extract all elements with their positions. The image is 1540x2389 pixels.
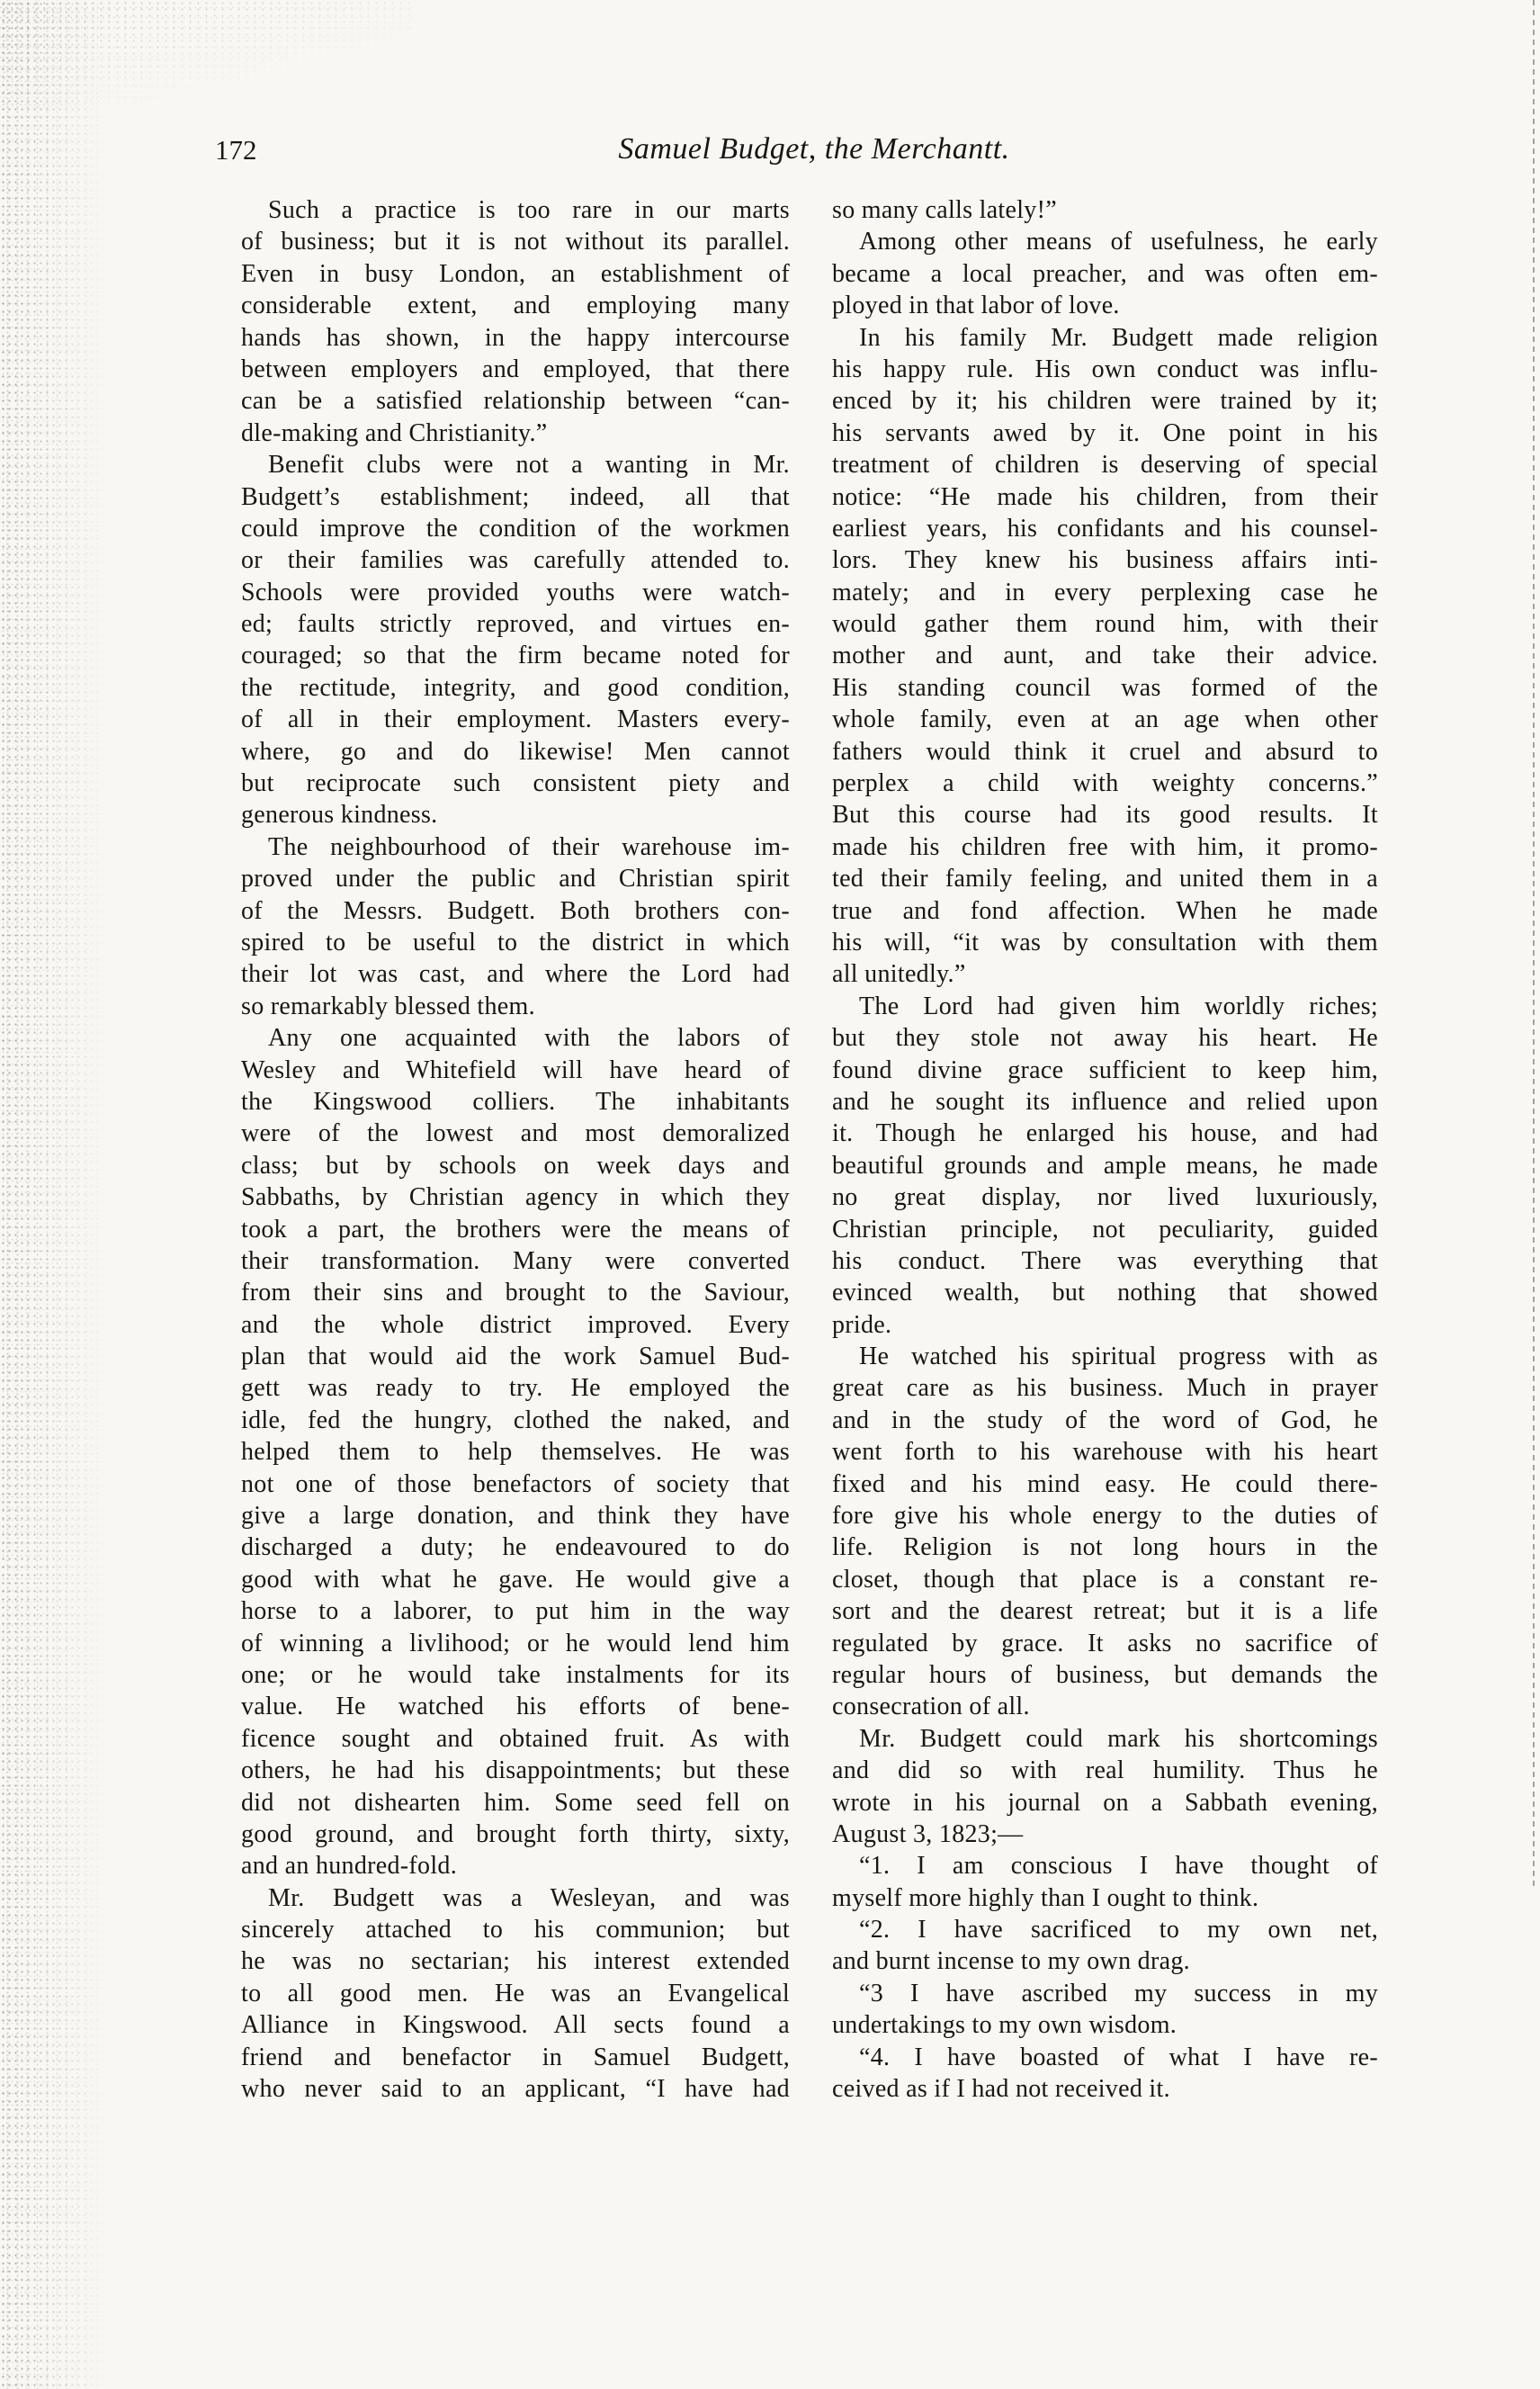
text-line: sort and the dearest retreat; but it is a life: [832, 1597, 1378, 1626]
text-line: lors. They knew his business affairs inti-: [832, 546, 1378, 575]
paragraph: [832, 991, 1378, 1341]
text-line: mother and aunt, and take their advice.: [832, 642, 1378, 670]
paragraph: [241, 1022, 790, 1882]
text-line: undertakings to my own wisdom.: [832, 2011, 1177, 2040]
text-line: Such a practice is too rare in our marts: [268, 196, 790, 224]
text-line: ted their family feeling, and united them in a: [832, 865, 1378, 894]
text-line: and in the study of the word of God, he: [832, 1406, 1378, 1434]
text-line: The Lord had given him worldly riches;: [859, 992, 1378, 1020]
paragraph: [241, 449, 790, 831]
paragraph: [832, 1978, 1378, 2042]
text-line: notice: “He made his children, from their: [832, 482, 1378, 511]
text-line: regular hours of business, but demands the: [832, 1660, 1378, 1689]
paragraph: [832, 1341, 1378, 1723]
text-line: one; or he would take instalments for its: [241, 1660, 790, 1689]
text-line: “1. I am conscious I have thought of: [859, 1852, 1378, 1881]
paragraph: [832, 226, 1378, 321]
paragraph: [241, 194, 790, 449]
text-line: gett was ready to try. He employed the: [241, 1374, 790, 1403]
text-line: and the whole district improved. Every: [241, 1310, 790, 1339]
text-line: all unitedly.”: [832, 960, 966, 989]
paragraph: [832, 1914, 1378, 1978]
text-line: went forth to his warehouse with his heart: [832, 1438, 1378, 1467]
text-line: But this course had its good results. It: [832, 801, 1378, 830]
text-line: Sabbaths, by Christian agency in which they: [241, 1183, 790, 1212]
text-line: ficence sought and obtained fruit. As with: [241, 1724, 790, 1753]
text-line: great care as his business. Much in prayer: [832, 1374, 1378, 1403]
text-line: spired to be useful to the district in which: [241, 928, 790, 956]
text-line: Budgett’s establishment; indeed, all that: [241, 482, 790, 511]
text-line: took a part, the brothers were the means of: [241, 1215, 790, 1244]
text-line: enced by it; his children were trained by it;: [832, 387, 1378, 416]
text-line: could improve the condition of the workmen: [241, 514, 790, 543]
scan-edge-noise: [0, 0, 108, 2389]
text-line: he was no sectarian; his interest extended: [241, 1947, 790, 1976]
paragraph: [241, 831, 790, 1022]
text-line: wrote in his journal on a Sabbath evening,: [832, 1788, 1378, 1817]
text-line: life. Religion is not long hours in the: [832, 1533, 1378, 1562]
text-line: who never said to an applicant, “I have had: [241, 2075, 790, 2104]
text-line: Mr. Budgett was a Wesleyan, and was: [268, 1883, 790, 1912]
text-line: his will, “it was by consultation with them: [832, 928, 1378, 956]
text-line: fore give his whole energy to the duties of: [832, 1502, 1378, 1531]
text-line: ployed in that labor of love.: [832, 292, 1120, 320]
paragraph: [241, 1882, 790, 2106]
text-line: myself more highly than I ought to think.: [832, 1883, 1259, 1912]
text-line: “2. I have sacrificed to my own net,: [859, 1916, 1378, 1944]
text-line: and an hundred-fold.: [241, 1852, 458, 1881]
text-line: dle-making and Christianity.”: [241, 418, 548, 447]
text-line: whole family, even at an age when other: [832, 705, 1378, 734]
text-line: considerable extent, and employing many: [241, 292, 790, 320]
text-line: friend and benefactor in Samuel Budgett,: [241, 2043, 790, 2071]
text-line: his conduct. There was everything that: [832, 1246, 1378, 1275]
text-line: “4. I have boasted of what I have re-: [859, 2043, 1378, 2071]
text-line: perplex a child with weighty concerns.”: [832, 769, 1378, 798]
text-line: can be a satisfied relationship between “can-: [241, 387, 790, 416]
text-line: He watched his spiritual progress with as: [859, 1343, 1378, 1371]
text-line: found divine grace sufficient to keep him,: [832, 1055, 1378, 1084]
text-line: regulated by grace. It asks no sacrifice of: [832, 1629, 1378, 1657]
text-line: and did so with real humility. Thus he: [832, 1756, 1378, 1785]
text-line: of business; but it is not without its parallel.: [241, 228, 790, 256]
text-line: proved under the public and Christian spirit: [241, 865, 790, 894]
paragraph: [832, 2042, 1378, 2106]
text-line: Benefit clubs were not a wanting in Mr.: [268, 451, 790, 480]
text-line: value. He watched his efforts of bene-: [241, 1693, 790, 1721]
text-line: and burnt incense to my own drag.: [832, 1947, 1190, 1976]
text-line: generous kindness.: [241, 801, 438, 830]
text-line: were of the lowest and most demoralized: [241, 1119, 790, 1148]
text-line: but they stole not away his heart. He: [832, 1024, 1378, 1053]
text-line: Any one acquainted with the labors of: [268, 1024, 790, 1053]
text-line: good ground, and brought forth thirty, sixty,: [241, 1819, 790, 1848]
scan-edge-line: [1533, 0, 1535, 1890]
text-line: fixed and his mind easy. He could there-: [832, 1469, 1378, 1498]
text-line: sincerely attached to his communion; but: [241, 1916, 790, 1944]
text-line: August 3, 1823;—: [832, 1819, 1024, 1848]
text-line: plan that would aid the work Samuel Bud-: [241, 1343, 790, 1371]
text-line: closet, though that place is a constant re-: [832, 1565, 1378, 1594]
text-line: became a local preacher, and was often em-: [832, 259, 1378, 288]
text-line: give a large donation, and think they have: [241, 1502, 790, 1531]
running-head: Samuel Budget, the Merchantt.: [618, 132, 1010, 166]
text-line: and he sought its influence and relied upon: [832, 1087, 1378, 1116]
text-line: to all good men. He was an Evangelical: [241, 1979, 790, 2007]
text-line: earliest years, his confidants and his counsel-: [832, 514, 1378, 543]
text-line: of winning a livlihood; or he would lend him: [241, 1629, 790, 1657]
text-line: ed; faults strictly reproved, and virtues en-: [241, 610, 790, 639]
page-number: 172: [215, 134, 257, 166]
text-line: from their sins and brought to the Saviour,: [241, 1279, 790, 1307]
text-line: couraged; so that the firm became noted for: [241, 642, 790, 670]
text-line: their lot was cast, and where the Lord had: [241, 960, 790, 989]
text-line: Schools were provided youths were watch-: [241, 578, 790, 606]
text-line: his servants awed by it. One point in his: [832, 418, 1378, 447]
text-line: In his family Mr. Budgett made religion: [859, 323, 1378, 352]
text-line: so many calls lately!”: [832, 196, 1057, 224]
text-line: true and fond affection. When he made: [832, 896, 1378, 925]
text-line: His standing council was formed of the: [832, 673, 1378, 702]
text-line: horse to a laborer, to put him in the way: [241, 1597, 790, 1626]
text-line: did not dishearten him. Some seed fell on: [241, 1788, 790, 1817]
text-line: his happy rule. His own conduct was influ-: [832, 355, 1378, 383]
text-line: not one of those benefactors of society that: [241, 1469, 790, 1498]
text-line: evinced wealth, but nothing that showed: [832, 1279, 1378, 1307]
text-line: the rectitude, integrity, and good condition,: [241, 673, 790, 702]
text-line: hands has shown, in the happy intercourse: [241, 323, 790, 352]
text-line: or their families was carefully attended to.: [241, 546, 790, 575]
text-line: Among other means of usefulness, he early: [859, 228, 1378, 256]
text-line: “3 I have ascribed my success in my: [859, 1979, 1378, 2007]
text-line: but reciprocate such consistent piety and: [241, 769, 790, 798]
paragraph: [832, 1723, 1378, 1851]
text-line: treatment of children is deserving of special: [832, 451, 1378, 480]
text-line: of all in their employment. Masters every-: [241, 705, 790, 734]
text-line: helped them to help themselves. He was: [241, 1438, 790, 1467]
text-line: beautiful grounds and ample means, he made: [832, 1151, 1378, 1180]
text-line: Even in busy London, an establishment of: [241, 259, 790, 288]
text-line: others, he had his disappointments; but these: [241, 1756, 790, 1785]
text-line: the Kingswood colliers. The inhabitants: [241, 1087, 790, 1116]
scan-corner-noise: [0, 0, 414, 108]
right-column: [832, 194, 1378, 2105]
text-line: The neighbourhood of their warehouse im-: [268, 832, 790, 861]
text-line: Mr. Budgett could mark his shortcomings: [859, 1724, 1378, 1753]
text-line: no great display, nor lived luxuriously,: [832, 1183, 1378, 1212]
text-line: fathers would think it cruel and absurd to: [832, 737, 1378, 766]
text-line: their transformation. Many were converted: [241, 1246, 790, 1275]
text-line: idle, fed the hungry, clothed the naked, and: [241, 1406, 790, 1434]
text-line: made his children free with him, it promo-: [832, 832, 1378, 861]
text-line: of the Messrs. Budgett. Both brothers con-: [241, 896, 790, 925]
paragraph: [832, 322, 1378, 991]
text-line: good with what he gave. He would give a: [241, 1565, 790, 1594]
text-line: so remarkably blessed them.: [241, 992, 535, 1020]
text-line: Christian principle, not peculiarity, guided: [832, 1215, 1378, 1244]
left-column: [241, 194, 790, 2105]
text-line: where, go and do likewise! Men cannot: [241, 737, 790, 766]
text-line: consecration of all.: [832, 1693, 1030, 1721]
text-line: would gather them round him, with their: [832, 610, 1378, 639]
text-line: Alliance in Kingswood. All sects found a: [241, 2011, 790, 2040]
text-line: Wesley and Whitefield will have heard of: [241, 1055, 790, 1084]
text-line: ceived as if I had not received it.: [832, 2075, 1170, 2104]
text-line: discharged a duty; he endeavoured to do: [241, 1533, 790, 1562]
text-line: between employers and employed, that there: [241, 355, 790, 383]
text-line: it. Though he enlarged his house, and had: [832, 1119, 1378, 1148]
paragraph: [832, 194, 1378, 226]
text-line: pride.: [832, 1310, 892, 1339]
paragraph: [832, 1850, 1378, 1914]
text-line: class; but by schools on week days and: [241, 1151, 790, 1180]
text-line: mately; and in every perplexing case he: [832, 578, 1378, 606]
